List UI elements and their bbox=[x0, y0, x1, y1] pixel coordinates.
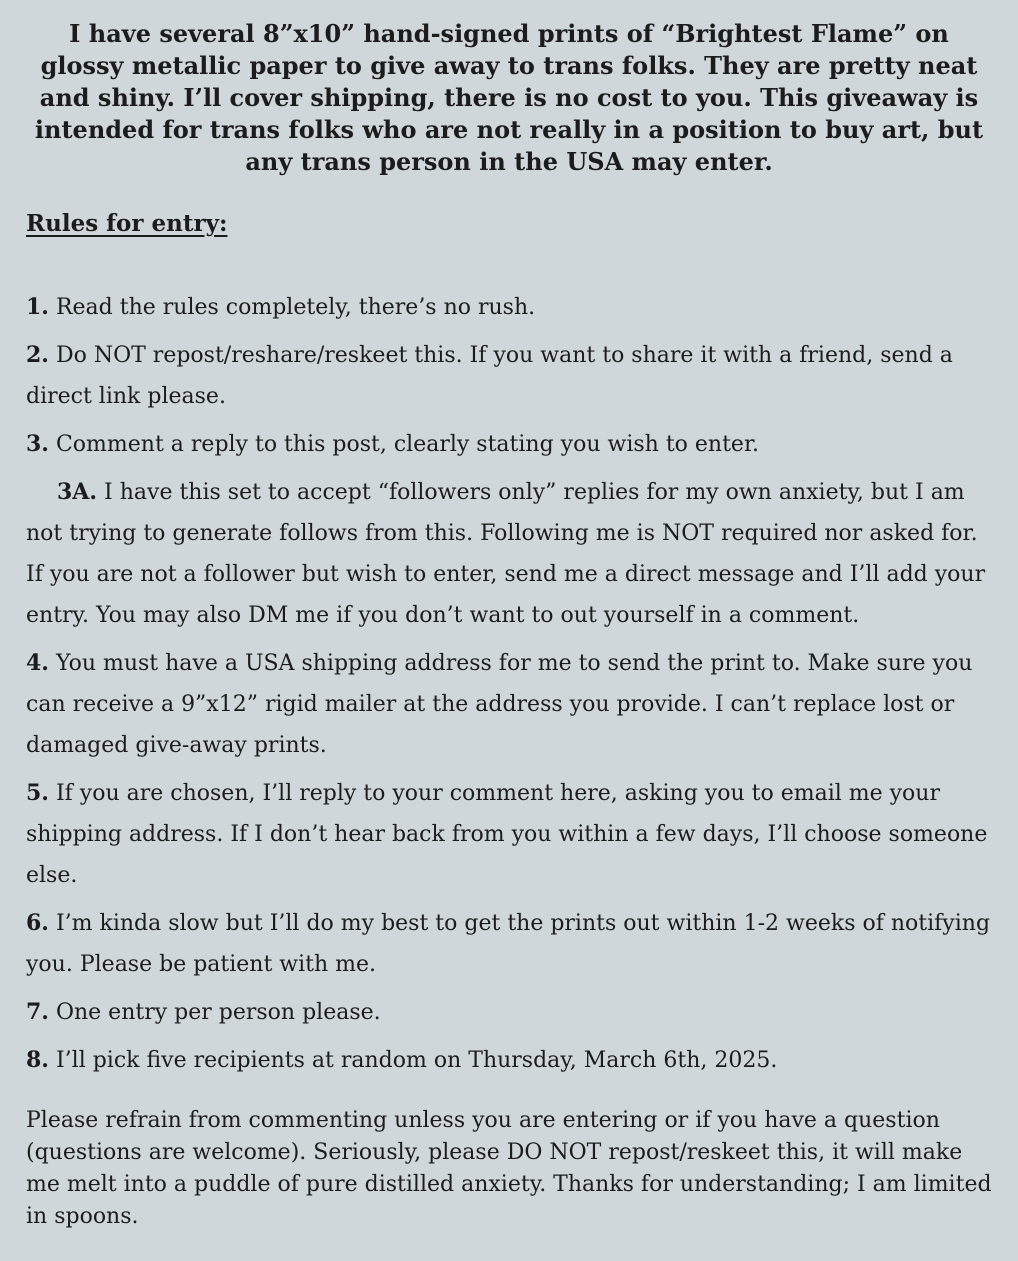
rule-number: 3A. bbox=[57, 479, 98, 505]
rules-list bbox=[26, 287, 992, 1081]
rule-number: 1. bbox=[26, 294, 49, 320]
rule-number: 2. bbox=[26, 342, 49, 368]
rule-number: 7. bbox=[26, 999, 49, 1025]
rule-text: Read the rules completely, there’s no rush. bbox=[55, 295, 536, 320]
rule-item-3 bbox=[26, 424, 992, 465]
rule-item-2 bbox=[26, 335, 992, 417]
rule-number: 8. bbox=[26, 1047, 49, 1073]
rule-text: Do NOT repost/reshare/reskeet this. If you want to share it with a friend, send a direct link please. bbox=[26, 343, 953, 409]
rule-item-7 bbox=[26, 992, 992, 1033]
rule-text: I have this set to accept “followers only” replies for my own anxiety, but I am not trying to generate follows from this. Following me is NOT required nor asked for. If you are not a follower but wish to enter, send me a direct message and I’ll add your entry. You may also DM me if you don’t want to out yourself in a comment. bbox=[26, 480, 986, 628]
rule-item-4 bbox=[26, 643, 992, 766]
rule-item-3a bbox=[26, 472, 992, 636]
rule-text: One entry per person please. bbox=[55, 1000, 381, 1025]
rule-item-8 bbox=[26, 1040, 992, 1081]
intro-paragraph: I have several 8”x10” hand-signed prints of “Brightest Flame” on glossy metallic paper to give away to trans folks. They are pretty neat and shiny. I’ll cover shipping, there is no cost to you. This giveaway is intended for trans folks who are not really in a position to buy art, but any trans person in the USA may enter. bbox=[34, 19, 984, 176]
rule-text: If you are chosen, I’ll reply to your comment here, asking you to email me your shipping address. If I don’t hear back from you within a few days, I’ll choose someone else. bbox=[26, 781, 988, 888]
rule-text: I’ll pick five recipients at random on Thursday, March 6th, 2025. bbox=[55, 1048, 778, 1073]
rule-item-5 bbox=[26, 773, 992, 896]
rules-heading: Rules for entry: bbox=[26, 210, 228, 237]
rule-number: 4. bbox=[26, 650, 49, 676]
rule-text: Comment a reply to this post, clearly stating you wish to enter. bbox=[55, 432, 760, 457]
rule-number: 5. bbox=[26, 780, 49, 806]
rule-number: 3. bbox=[26, 431, 49, 457]
rule-text: I’m kinda slow but I’ll do my best to get the prints out within 1-2 weeks of notifying you. Please be patient with me. bbox=[26, 911, 991, 977]
rule-item-6 bbox=[26, 903, 992, 985]
closing-paragraph: Please refrain from commenting unless you are entering or if you have a question (questions are welcome). Seriously, please DO NOT repost/reskeet this, it will make me melt into a puddle of pure distilled anxiety. Thanks for understanding; I am limited in spoons. bbox=[26, 1108, 992, 1229]
rule-item-1 bbox=[26, 287, 992, 328]
rule-number: 6. bbox=[26, 910, 49, 936]
rule-text: You must have a USA shipping address for me to send the print to. Make sure you can receive a 9”x12” rigid mailer at the address you provide. I can’t replace lost or damaged give-away prints. bbox=[26, 651, 973, 758]
